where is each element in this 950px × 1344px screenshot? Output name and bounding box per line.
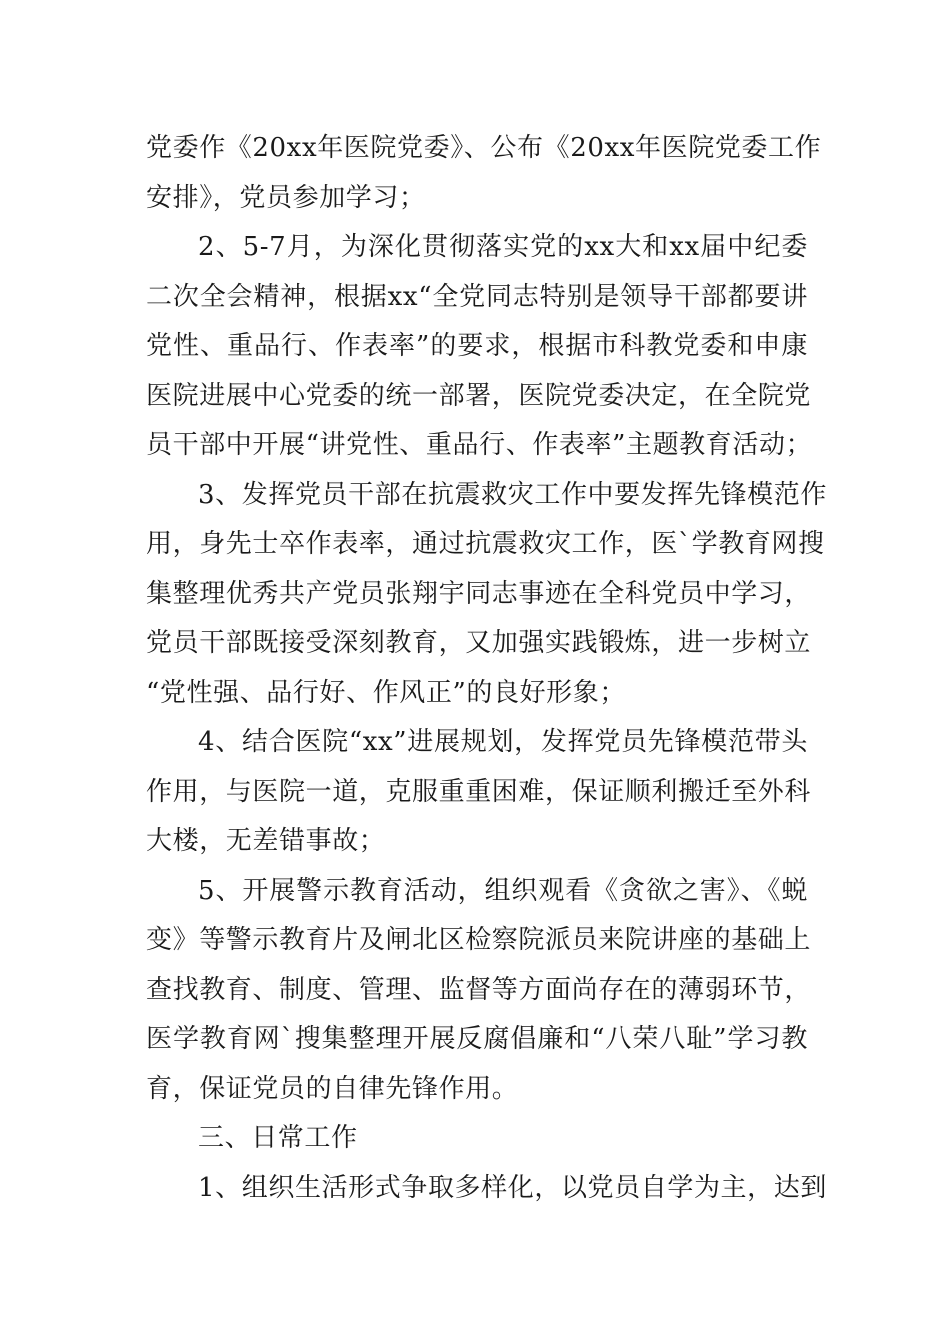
text-line: 员干部中开展“讲党性、重品行、作表率”主题教育活动； (146, 430, 813, 460)
text-line: 党性、重品行、作表率”的要求，根据市科教党委和申康 (146, 331, 808, 361)
text-line: 医学教育网`搜集整理开展反腐倡廉和“八荣八耻”学习教 (146, 1024, 808, 1054)
text-line: 1、组织生活形式争取多样化，以党员自学为主，达到 (198, 1172, 827, 1203)
text-line: 集整理优秀共产党员张翔宇同志事迹在全科党员中学习， (146, 578, 812, 609)
text-line: 2、5-7月，为深化贯彻落实党的xx大和xx届中纪委 (198, 232, 808, 262)
text-line: 3、发挥党员干部在抗震救灾工作中要发挥先锋模范作 (198, 479, 827, 510)
text-line: 变》等警示教育片及闸北区检察院派员来院讲座的基础上 (146, 925, 812, 955)
text-line: 党委作《20xx年医院党委》、公布《20xx年医院党委工作 (146, 133, 822, 163)
document-body (146, 124, 827, 1213)
text-line: 作用，与医院一道，克服重重困难，保证顺利搬迁至外科 (146, 776, 812, 807)
text-line: 二次全会精神，根据xx“全党同志特别是领导干部都要讲 (146, 281, 808, 312)
text-line: 5、开展警示教育活动，组织观看《贪欲之害》、《蜕 (198, 875, 808, 906)
text-line: “党性强、品行好、作风正”的良好形象； (146, 677, 626, 708)
text-line: 查找教育、制度、管理、监督等方面尚存在的薄弱环节， (146, 974, 812, 1005)
text-line: 4、结合医院“xx”进展规划，发挥党员先锋模范带头 (198, 727, 808, 757)
text-line: 大楼，无差错事故； (146, 826, 386, 856)
text-line: 育，保证党员的自律先锋作用。 (146, 1073, 519, 1104)
text-line: 三、日常工作 (198, 1123, 358, 1153)
text-line: 用，身先士卒作表率，通过抗震救灾工作，医`学教育网搜 (146, 529, 825, 559)
text-line: 党员干部既接受深刻教育，又加强实践锻炼，进一步树立 (146, 628, 812, 658)
text-line: 安排》，党员参加学习； (146, 182, 426, 213)
text-line: 医院进展中心党委的统一部署，医院党委决定，在全院党 (146, 380, 812, 411)
